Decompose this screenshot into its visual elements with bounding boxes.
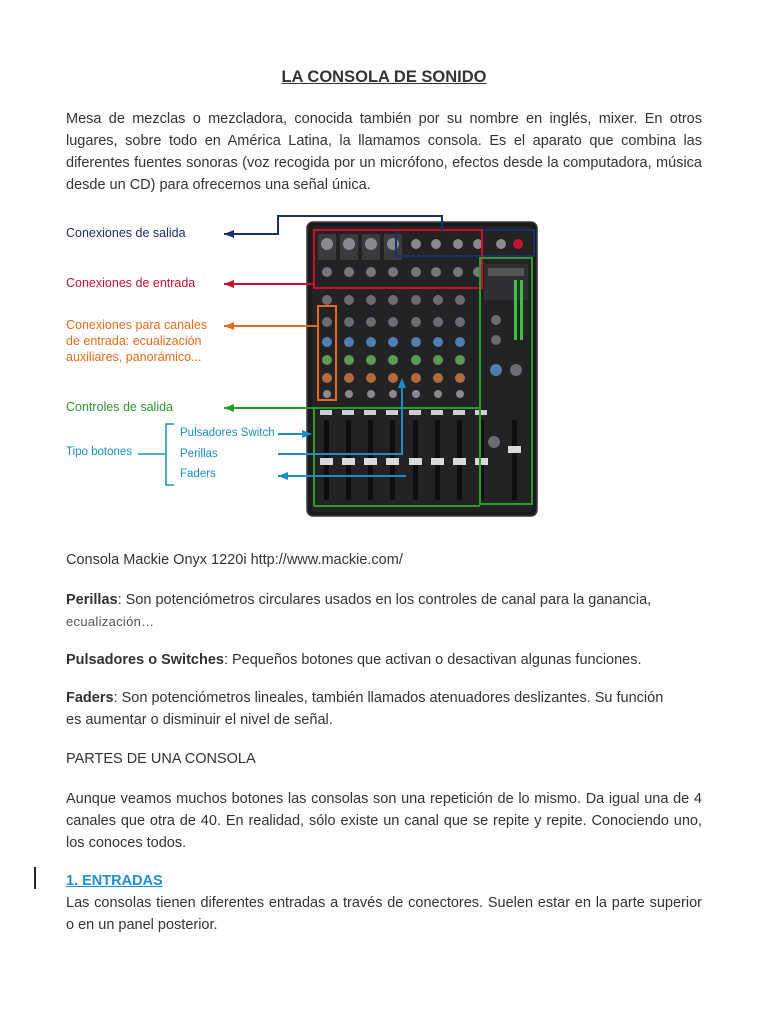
faders-term: Faders xyxy=(66,690,114,706)
arrowhead-faders xyxy=(278,472,288,480)
label-tipo-botones: Tipo botones xyxy=(66,446,133,458)
master-knob xyxy=(488,436,500,448)
arrowhead-canales xyxy=(224,322,234,330)
mixer-diagram xyxy=(66,210,546,520)
pulsadores-term: Pulsadores o Switches xyxy=(66,652,224,668)
label-controles-salida: Controles de salida xyxy=(66,400,174,414)
entradas-heading[interactable]: 1. ENTRADAS xyxy=(66,873,163,889)
perillas-paragraph xyxy=(66,589,702,633)
arrowhead-salida xyxy=(224,230,234,238)
label-perillas: Perillas xyxy=(180,448,218,460)
label-canales-line1: Conexiones para canales xyxy=(66,318,208,332)
page-title: LA CONSOLA DE SONIDO xyxy=(281,68,487,86)
figure-caption: Consola Mackie Onyx 1220i http://www.mackie.com/ xyxy=(66,552,403,568)
partes-heading: PARTES DE UNA CONSOLA xyxy=(66,751,256,767)
label-canales-line2: de entrada: ecualización xyxy=(66,334,202,348)
partes-paragraph: Aunque veamos muchos botones las consolas son una repetición de lo mismo. Da igual una de 4 canales que otra de 40. En realidad, sólo existe un canal que se repite y repite. Conociendo uno, los conoces todos. xyxy=(66,791,702,851)
faders-paragraph xyxy=(66,687,666,731)
bracket-tipo xyxy=(166,424,174,485)
label-pulsadores-switch: Pulsadores Switch xyxy=(180,427,275,439)
label-canales-line3: auxiliares, panorámico... xyxy=(66,350,202,364)
mixer-figure xyxy=(66,210,546,520)
perillas-term: Perillas xyxy=(66,592,118,608)
pulsadores-paragraph xyxy=(66,649,702,671)
arrowhead-entrada xyxy=(224,280,234,288)
entradas-paragraph: Las consolas tienen diferentes entradas a través de conectores. Suelen estar en la parte superior o en un panel posterior. xyxy=(66,895,702,933)
label-conexiones-salida: Conexiones de salida xyxy=(66,226,186,240)
arrowhead-controles xyxy=(224,404,234,412)
perillas-text: : Son potenciómetros circulares usados en los controles de canal para la ganancia, xyxy=(117,592,652,608)
pulsadores-text: : Pequeños botones que activan o desactivan algunas funciones. xyxy=(223,652,642,668)
intro-paragraph: Mesa de mezclas o mezcladora, conocida también por su nombre en inglés, mixer. En otros lugares, sobre todo en América Latina, la llamamos consola. Es el aparato que combina las diferentes fuentes sonoras (voz recogida por un micrófono, efectos desde la computadora, música desde un CD) para ofrecernos una señal única. xyxy=(66,111,702,193)
label-conexiones-entrada: Conexiones de entrada xyxy=(66,276,196,290)
faders-text: : Son potenciómetros lineales, también llamados atenuadores deslizantes. Su función es aumentar o disminuir el nivel de señal. xyxy=(66,690,664,728)
label-faders: Faders xyxy=(180,468,216,480)
perillas-continuation: ecualización… xyxy=(66,614,155,629)
text-cursor xyxy=(34,867,36,889)
